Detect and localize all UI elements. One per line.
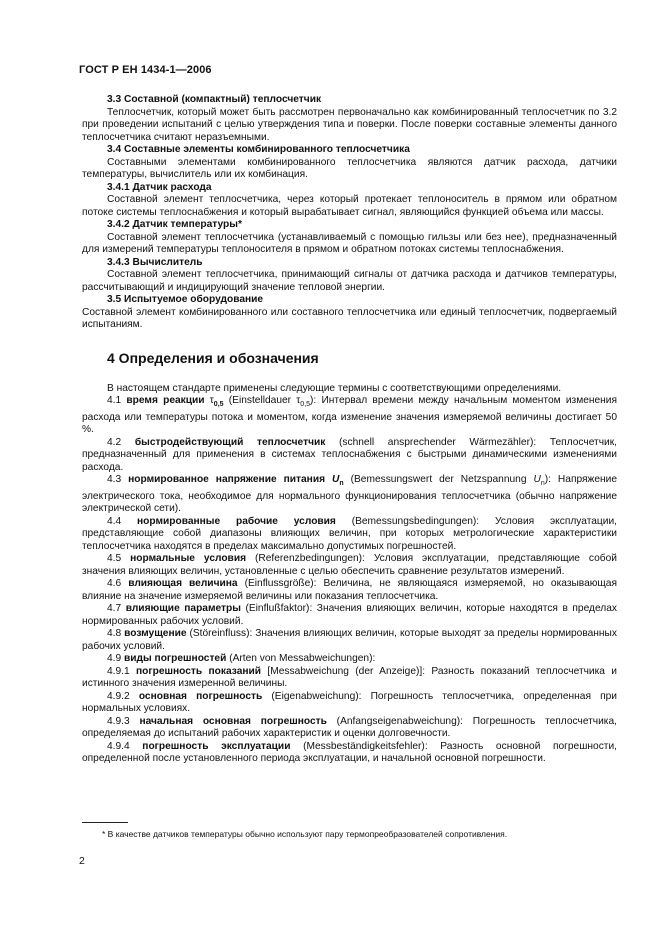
definition-term: влияющая величина <box>128 578 238 590</box>
definition-rest: (Einflußfaktor): Значения влияющих величин, которые находятся в пределах нормированных рабочих условий. <box>82 603 617 627</box>
section-3-4-2-text: Составной элемент теплосчетчика (устанавливаемый с помощью гильзы или без нее), предназначенный для измерений температуры теплоносителя в прямом и обратном потоках системы теплоснабжения. <box>82 231 617 255</box>
footnote-divider <box>82 822 128 823</box>
definition-num: 4.2 <box>107 436 122 448</box>
page-number: 2 <box>79 855 85 867</box>
definition-term: основная погрешность <box>138 690 263 702</box>
section-3-4-title: 3.4 Составные элементы комбинированного теплосчетчика <box>107 144 410 155</box>
symbol-sub-de: 0,5 <box>300 401 311 409</box>
document-header: ГОСТ Р ЕН 1434-1—2006 <box>79 64 212 76</box>
symbol-tau-de: τ <box>296 395 301 406</box>
definition-rest: (Messbeständigkeitsfehler): Разность основной погрешности, определенной после установленного периода эксплуатации, и начальной основной погрешности. <box>82 740 617 765</box>
symbol-u: U <box>332 474 340 486</box>
definition-de: (Bemessungswert der Netzspannung <box>343 474 534 486</box>
definition-4-2 <box>82 437 617 475</box>
definition-term: начальная основная погрешность <box>139 715 327 727</box>
definition-4-5 <box>82 553 617 578</box>
definition-rest: (Eigenabweichung): Погрешность теплосчетчика, определенная при нормальных условиях. <box>82 690 617 715</box>
section-4-title: 4 Определения и обозначения <box>107 349 319 366</box>
definition-4-9-4 <box>82 741 617 766</box>
definition-num: 4.7 <box>107 603 122 615</box>
symbol-sub: n <box>339 480 344 488</box>
definition-term: нормированные рабочие условия <box>136 515 336 527</box>
definition-num: 4.9.4 <box>107 740 130 752</box>
definition-term: нормированное напряжение питания <box>128 474 326 486</box>
section-3-5-text: Составной элемент комбинированного или составного теплосчетчика или единый теплосчетчик, подвергаемый испытаниям. <box>82 306 617 330</box>
definition-num: 4.9 <box>107 653 122 665</box>
definition-term: влияющие параметры <box>125 603 241 615</box>
definition-rest: (Bemessungsbedingungen): Условия эксплуатации, представляющие собой диапазоны влияющих величин, при которых метрологические характеристики теплосчетчика находятся в пределах максимально допустимых погрешностей. <box>82 515 617 552</box>
section-3-4-text: Составными элементами комбинированного теплосчетчика являются датчик расхода, датчики температуры, вычислитель или их комбинация. <box>82 156 617 180</box>
definition-4-9-1 <box>82 666 617 691</box>
definition-4-9-2 <box>82 691 617 716</box>
definition-rest: (schnell ansprechender Wärmezähler): Теплосчетчик, предназначенный для применения в системах теплоснабжения с быстрыми динамическими изменениями расхода. <box>82 436 617 473</box>
section-3-3-text: Теплосчетчик, который может быть рассмотрен первоначально как комбинированный теплосчетчик по 3.2 при проведении испытаний с целью утверждения типа и поверки. После поверки составные элементы данного теплосчетчика считают неразъемными. <box>82 106 617 143</box>
symbol-tau: τ <box>209 395 214 406</box>
section-3-5-title: 3.5 Испытуемое оборудование <box>107 294 264 305</box>
definition-4-3 <box>82 474 617 516</box>
definition-4-9-3 <box>82 716 617 741</box>
definition-rest: (Referenzbedingungen): Условия эксплуатации, представляющие собой значения влияющих величин, установленные с целью обеспечить сравнение результатов измерений. <box>82 553 617 577</box>
definition-term: нормальные условия <box>130 553 247 565</box>
section-3-4-1-title: 3.4.1 Датчик расхода <box>107 181 212 193</box>
symbol-sub-de: n <box>540 480 545 488</box>
definition-term: погрешность эксплуатации <box>142 740 291 752</box>
definition-term: возмущение <box>124 628 187 640</box>
definition-rest: [Messabweichung (der Anzeige)]: Разность показаний теплосчетчика и истинного значения измеренной величины. <box>82 665 617 690</box>
section-4-intro: В настоящем стандарте применены следующие термины с соответствующими определениями. <box>107 382 562 394</box>
definition-4-4 <box>82 516 617 554</box>
document-body <box>82 94 617 766</box>
definition-term: погрешность показаний <box>136 665 262 677</box>
definition-num: 4.9.3 <box>107 715 130 727</box>
definition-4-7 <box>82 603 617 628</box>
definition-de: (Einstelldauer <box>228 395 297 406</box>
section-3-4-1-text: Составной элемент теплосчетчика, через который протекает теплоноситель в прямом или обратном потоке системы теплоснабжения и который вырабатывает сигнал, являющийся функцией объема или массы. <box>82 194 617 218</box>
section-3-4-3-title: 3.4.3 Вычислитель <box>107 256 203 268</box>
definition-term: виды погрешностей <box>124 653 227 665</box>
definition-rest: (Anfangseigenabweichung): Погрешность теплосчетчика, определяемая до испытаний рабочих характеристик и оценки долговечности. <box>82 715 617 740</box>
section-3-3-title: 3.3 Составной (компактный) теплосчетчик <box>107 94 322 105</box>
definition-num: 4.6 <box>107 578 122 590</box>
footnote: * В качестве датчиков температуры обычно используют пару термопреобразователей сопротивления. <box>102 829 508 839</box>
definition-4-9 <box>82 653 617 666</box>
definition-num: 4.9.1 <box>107 665 130 677</box>
definition-4-1 <box>82 395 617 437</box>
definition-term: быстродействующий теплосчетчик <box>134 436 326 448</box>
definition-num: 4.3 <box>107 474 122 486</box>
definition-rest: (Störeinfluss): Значения влияющих величин, которые выходят за пределы нормированных рабочих условий. <box>82 628 617 652</box>
definition-rest: (Einflussgröße): Величина, не являющаяся измеряемой, но оказывающая влияние на значение измеряемой величины или показания теплосчетчика. <box>82 578 617 602</box>
symbol-u-de: U <box>533 474 541 486</box>
section-3-4-3-text: Составной элемент теплосчетчика, принимающий сигналы от датчика расхода и датчиков температуры, рассчитывающий и индицирующий значение тепловой энергии. <box>82 269 617 293</box>
definition-term: время реакции <box>126 395 205 406</box>
definition-num: 4.9.2 <box>107 690 130 702</box>
definition-num: 4.1 <box>107 395 122 406</box>
definition-num: 4.5 <box>107 553 122 565</box>
section-3-4-2-title: 3.4.2 Датчик температуры* <box>107 219 242 230</box>
definition-rest: (Arten von Messabweichungen): <box>226 653 376 665</box>
definition-rest: ): Напряжение электрического тока, необходимое для нормального функционирования теплосчетчика (обычно напряжение электрической сети). <box>82 474 617 515</box>
definition-num: 4.4 <box>107 515 122 527</box>
definition-num: 4.8 <box>107 628 122 640</box>
definition-4-8 <box>82 628 617 653</box>
definition-rest: ): Интервал времени между начальным моментом изменения расхода или температуры потока и моментом, когда изменение значения измеряемой величины достигает 50 %. <box>82 395 617 436</box>
symbol-sub: 0,5 <box>213 401 224 409</box>
definition-4-6 <box>82 578 617 603</box>
